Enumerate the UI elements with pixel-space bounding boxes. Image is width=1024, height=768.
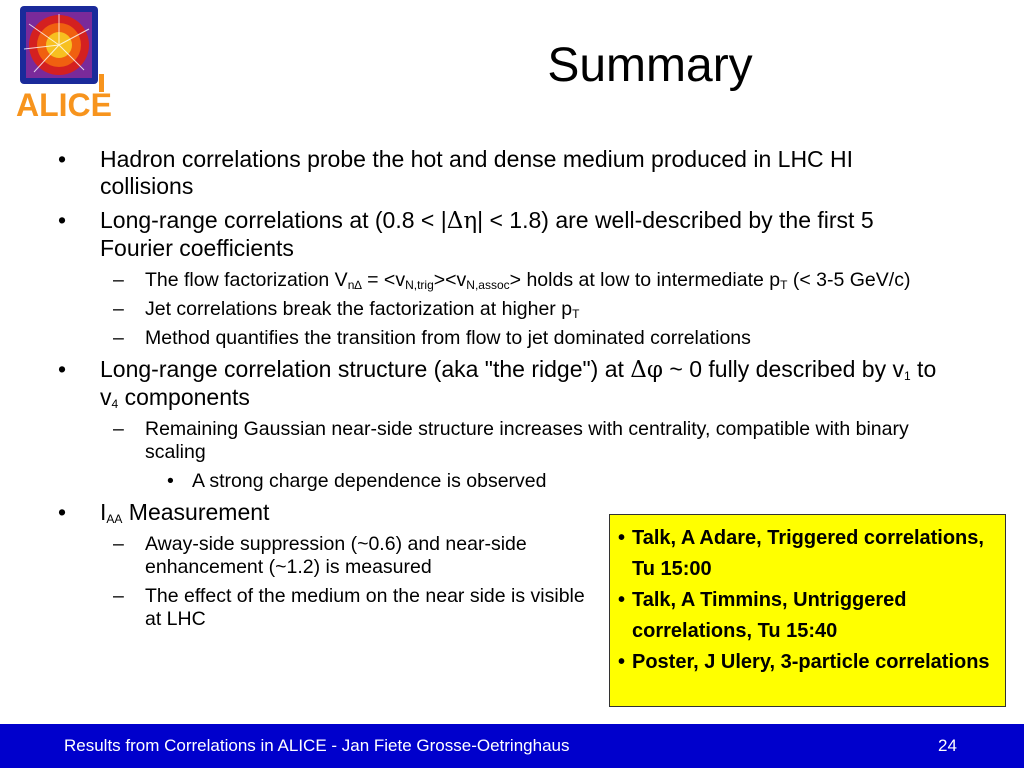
footer-text: Results from Correlations in ALICE - Jan Fiete Grosse-Oetringhaus: [64, 736, 570, 755]
bullet-marker: •: [58, 499, 67, 525]
bullet-1: [58, 146, 948, 200]
dash-marker: –: [113, 327, 124, 349]
sub-bullet-4: – Remaining Gaussian near-side structure increases with centrality, compatible with binary scaling: [113, 418, 909, 463]
dash-marker: –: [113, 585, 124, 607]
bullet-marker: •: [618, 589, 626, 611]
bullet-marker: •: [58, 146, 67, 172]
delta-eta-symbol: Δη: [446, 208, 478, 234]
page-number: 24: [938, 736, 957, 755]
sub-bullet-1: – The flow factorization $V_{n\Delta} = <v_{N,trig}><v_{N,assoc}>$ holds at low to intermediate $p_T$ (< 3-5 GeV/c): [113, 269, 911, 292]
logo-text: ALICE: [16, 87, 112, 122]
dash-marker: –: [113, 418, 124, 440]
callout-item: • Poster, J Ulery, 3-particle correlations: [618, 647, 997, 678]
dash-marker: –: [113, 298, 124, 320]
dash-marker: –: [113, 269, 124, 291]
bullet-marker: •: [618, 527, 626, 549]
bullet-marker: •: [618, 651, 626, 673]
bullet-marker: •: [58, 356, 67, 382]
callout-item: • Talk, A Timmins, Untriggered correlations, Tu 15:40: [618, 585, 997, 647]
sub-bullet-2: – Jet correlations break the factorization at higher $p_T$: [113, 298, 580, 321]
bullet-4: • $I_{AA}$ Measurement: [58, 499, 270, 526]
talks-callout-box: [609, 514, 1006, 707]
bullet-marker: •: [167, 470, 174, 492]
delta-phi-symbol: Δφ: [630, 357, 663, 383]
sub-sub-bullet-1: • A strong charge dependence is observed: [167, 470, 547, 492]
sub-bullet-3: – Method quantifies the transition from flow to jet dominated correlations: [113, 327, 751, 349]
callout-item: • Talk, A Adare, Triggered correlations, Tu 15:00: [618, 523, 997, 585]
sub-bullet-5: – Away-side suppression (~0.6) and near-side enhancement (~1.2) is measured: [113, 533, 527, 578]
bullet-3: • Long-range correlation structure (aka "the ridge") at Δφ ~ 0 fully described by $v_1$ to $v_4$ components: [58, 356, 937, 411]
slide-title: Summary: [547, 39, 753, 92]
dash-marker: –: [113, 533, 124, 555]
bullet-text: Hadron correlations probe the hot and dense medium produced in LHC HI collisions: [100, 146, 854, 199]
sub-bullet-6: – The effect of the medium on the near side is visible at LHC: [113, 585, 585, 630]
bullet-marker: •: [58, 207, 67, 233]
bullet-2: • Long-range correlations at (0.8 < |Δη| < 1.8) are well-described by the first 5 Fourier coefficients: [58, 207, 874, 261]
slide-footer: [0, 724, 1024, 768]
